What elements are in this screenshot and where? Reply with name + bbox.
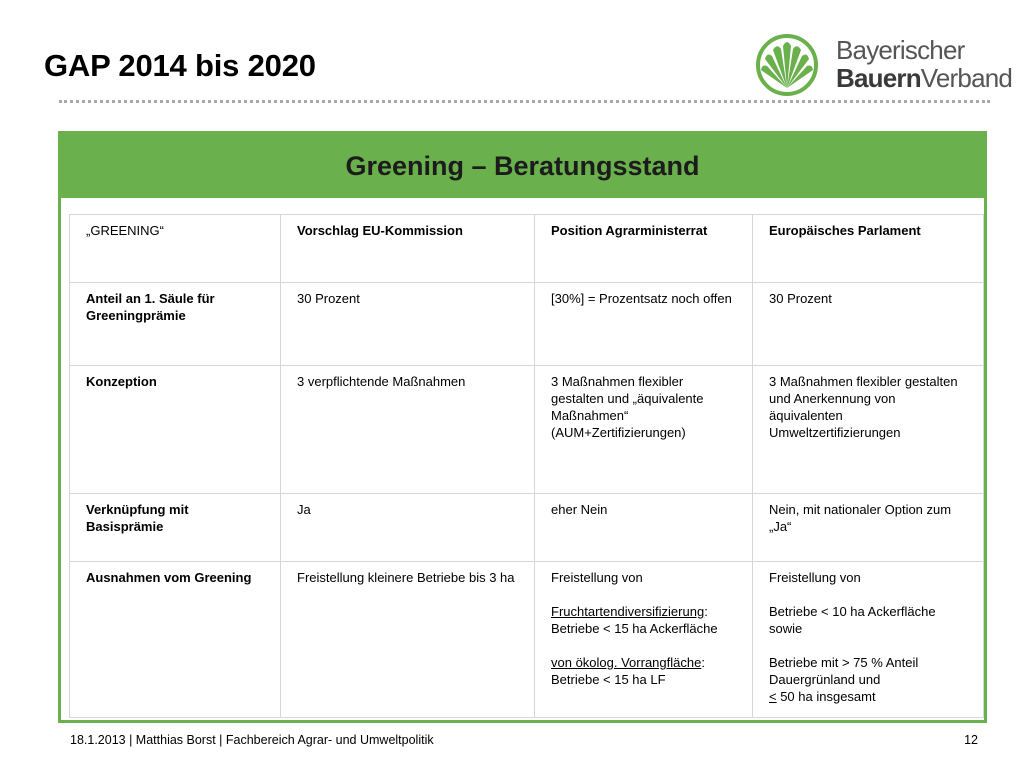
header-parliament: Europäisches Parlament — [753, 215, 984, 283]
logo-line-1: Bayerischer — [836, 35, 965, 65]
parliament-exemption-3 — [769, 688, 967, 705]
cell-commission: Freistellung kleinere Betriebe bis 3 ha — [281, 562, 535, 718]
council-exemption-1-rest: : Betriebe < 15 ha Ackerfläche — [551, 604, 718, 636]
table-header-row — [70, 215, 984, 283]
table-row — [70, 366, 984, 494]
footer-text: 18.1.2013 | Matthias Borst | Fachbereich Agrar- und Umweltpolitik — [70, 733, 434, 747]
greening-panel — [58, 131, 987, 723]
council-exemption-1-term: Fruchtartendiversifizierung — [551, 604, 705, 619]
council-exemption-2 — [551, 654, 736, 688]
cell-council: 3 Maßnahmen flexibler gestalten und „äquivalente Maßnahmen“ (AUM+Zertifizierungen) — [535, 366, 753, 494]
wheat-fan-icon — [754, 32, 820, 98]
row-label: Verknüpfung mit Basisprämie — [70, 494, 281, 562]
header-commission: Vorschlag EU-Kommission — [281, 215, 535, 283]
header-council: Position Agrarministerrat — [535, 215, 753, 283]
logo-wordmark — [836, 36, 1012, 92]
logo-line-2 — [836, 64, 1012, 92]
logo — [754, 32, 1013, 98]
comparison-table — [69, 214, 984, 718]
cell-parliament — [753, 562, 984, 718]
cell-council — [535, 562, 753, 718]
logo-line-2-rest: Verband — [920, 63, 1013, 93]
council-exemption-2-rest: : Betriebe < 15 ha LF — [551, 655, 705, 687]
header-greening: „GREENING“ — [70, 215, 281, 283]
parliament-exemption-2: Betriebe mit > 75 % Anteil Dauergrünland und — [769, 655, 919, 687]
table-row — [70, 562, 984, 718]
council-exemption-2-term: von ökolog. Vorrangfläche — [551, 655, 702, 670]
cell-commission: Ja — [281, 494, 535, 562]
table-row — [70, 283, 984, 366]
row-label: Ausnahmen vom Greening — [70, 562, 281, 718]
council-exemption-intro: Freistellung von — [551, 570, 643, 585]
parliament-exemption-3-rest: 50 ha insgesamt — [776, 689, 876, 704]
cell-commission: 3 verpflichtende Maßnahmen — [281, 366, 535, 494]
row-label: Konzeption — [70, 366, 281, 494]
page-title: GAP 2014 bis 2020 — [44, 48, 316, 83]
panel-header — [61, 134, 984, 198]
parliament-exemption-intro: Freistellung von — [769, 570, 861, 585]
logo-line-2-bold: Bauern — [836, 63, 921, 93]
panel-heading: Greening – Beratungsstand — [345, 150, 700, 181]
page-number: 12 — [964, 733, 978, 747]
cell-parliament: Nein, mit nationaler Option zum „Ja“ — [753, 494, 984, 562]
cell-council: [30%] = Prozentsatz noch offen — [535, 283, 753, 366]
cell-council: eher Nein — [535, 494, 753, 562]
council-exemption-1 — [551, 603, 736, 637]
cell-parliament: 3 Maßnahmen flexibler gestalten und Anerkennung von äquivalenten Umweltzertifizierungen — [753, 366, 984, 494]
less-equal-symbol: < — [769, 689, 777, 704]
row-label: Anteil an 1. Säule für Greeningprämie — [70, 283, 281, 366]
title-divider — [59, 100, 990, 103]
cell-commission: 30 Prozent — [281, 283, 535, 366]
table-row — [70, 494, 984, 562]
cell-parliament: 30 Prozent — [753, 283, 984, 366]
parliament-exemption-1: Betriebe < 10 ha Ackerfläche sowie — [769, 604, 936, 636]
